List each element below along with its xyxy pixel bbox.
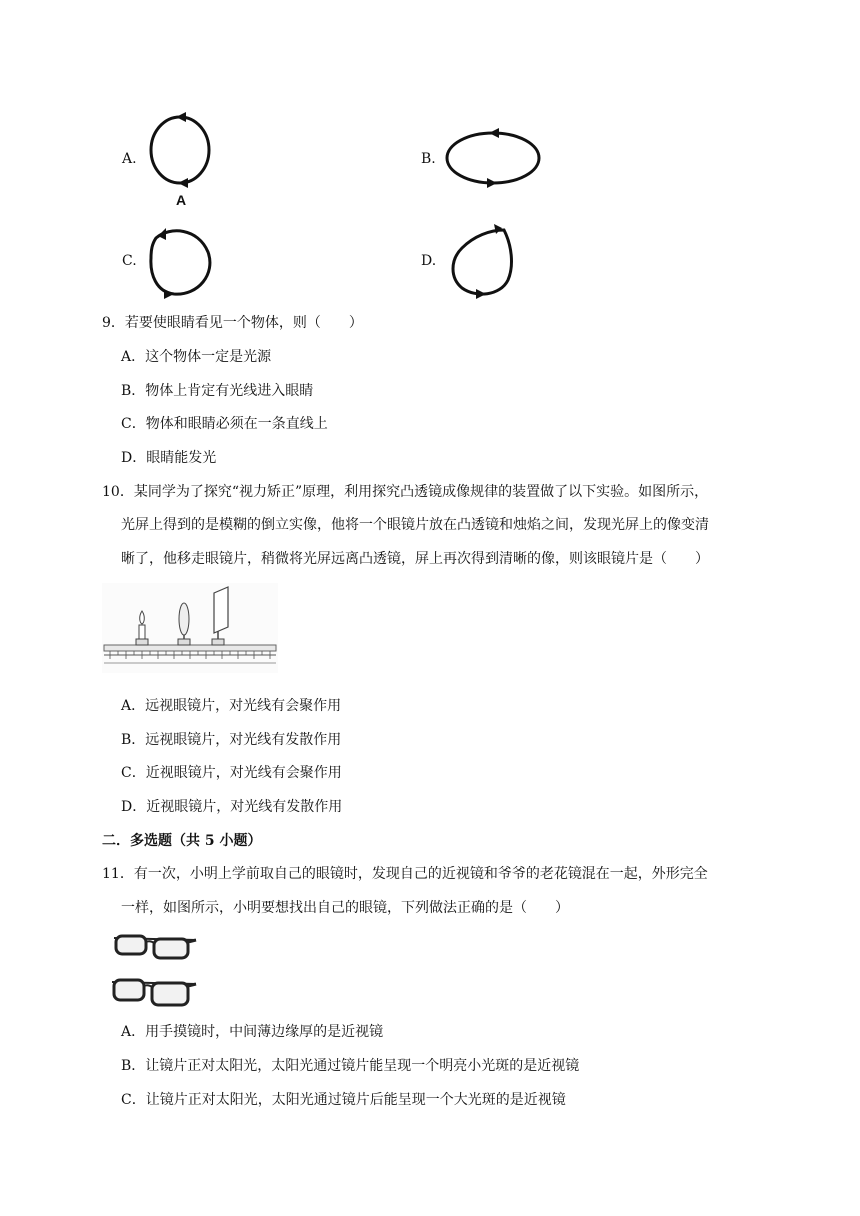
- q11-option-a: A．用手摸镜时，中间薄边缘厚的是近视镜: [121, 1024, 384, 1040]
- q11-stem-line-2: 一样，如图所示，小明要想找出自己的眼镜，下列做法正确的是（ ）: [121, 900, 569, 916]
- q10-stem-line-2: 光屏上得到的是模糊的倒立实像，他将一个眼镜片放在凸透镜和烛焰之间，发现光屏上的像变清: [121, 517, 709, 533]
- q10-option-d: D．近视眼镜片，对光线有发散作用: [121, 799, 343, 815]
- q10-optical-bench-figure: [102, 583, 278, 673]
- q9-option-a: A．这个物体一定是光源: [121, 349, 272, 365]
- q8-option-d-label: D.: [421, 253, 437, 269]
- q11-glasses-figure: [108, 928, 200, 1018]
- q10-option-c: C．近视眼镜片，对光线有会聚作用: [121, 765, 342, 781]
- glasses-bottom: [112, 980, 196, 1005]
- section-2-heading: 二．多选题（共 5 小题）: [102, 833, 262, 849]
- q8-option-a-label: A.: [122, 151, 137, 167]
- q8-option-b-label: B.: [421, 151, 436, 167]
- q8-figure-a: [146, 108, 216, 208]
- q11-option-b: B．让镜片正对太阳光，太阳光通过镜片能呈现一个明亮小光斑的是近视镜: [121, 1058, 580, 1074]
- glasses-top: [114, 936, 196, 958]
- q8-figure-a-caption: A: [176, 192, 187, 208]
- q9-stem: 9．若要使眼睛看见一个物体，则（ ）: [102, 315, 363, 331]
- q10-option-a: A．远视眼镜片，对光线有会聚作用: [121, 698, 342, 714]
- q11-option-c: C．让镜片正对太阳光，太阳光通过镜片后能呈现一个大光斑的是近视镜: [121, 1092, 566, 1108]
- q8-figure-d: [446, 222, 518, 302]
- q10-stem-line-3: 晰了，他移走眼镜片，稍微将光屏远离凸透镜，屏上再次得到清晰的像，则该眼镜片是（ ）: [121, 551, 709, 567]
- q11-stem-line-1: 11．有一次，小明上学前取自己的眼镜时，发现自己的近视镜和爷爷的老花镜混在一起，外形完全: [102, 866, 708, 882]
- q8-figure-c: [146, 222, 218, 302]
- q9-option-d: D．眼睛能发光: [121, 450, 217, 466]
- q9-option-c: C．物体和眼睛必须在一条直线上: [121, 416, 328, 432]
- q10-option-b: B．远视眼镜片，对光线有发散作用: [121, 732, 342, 748]
- q8-option-c-label: C.: [122, 253, 137, 269]
- q8-figure-b: [443, 128, 545, 190]
- q9-option-b: B．物体上肯定有光线进入眼睛: [121, 383, 314, 399]
- q10-stem-line-1: 10．某同学为了探究“视力矫正”原理，利用探究凸透镜成像规律的装置做了以下实验。如图所示，: [102, 484, 709, 500]
